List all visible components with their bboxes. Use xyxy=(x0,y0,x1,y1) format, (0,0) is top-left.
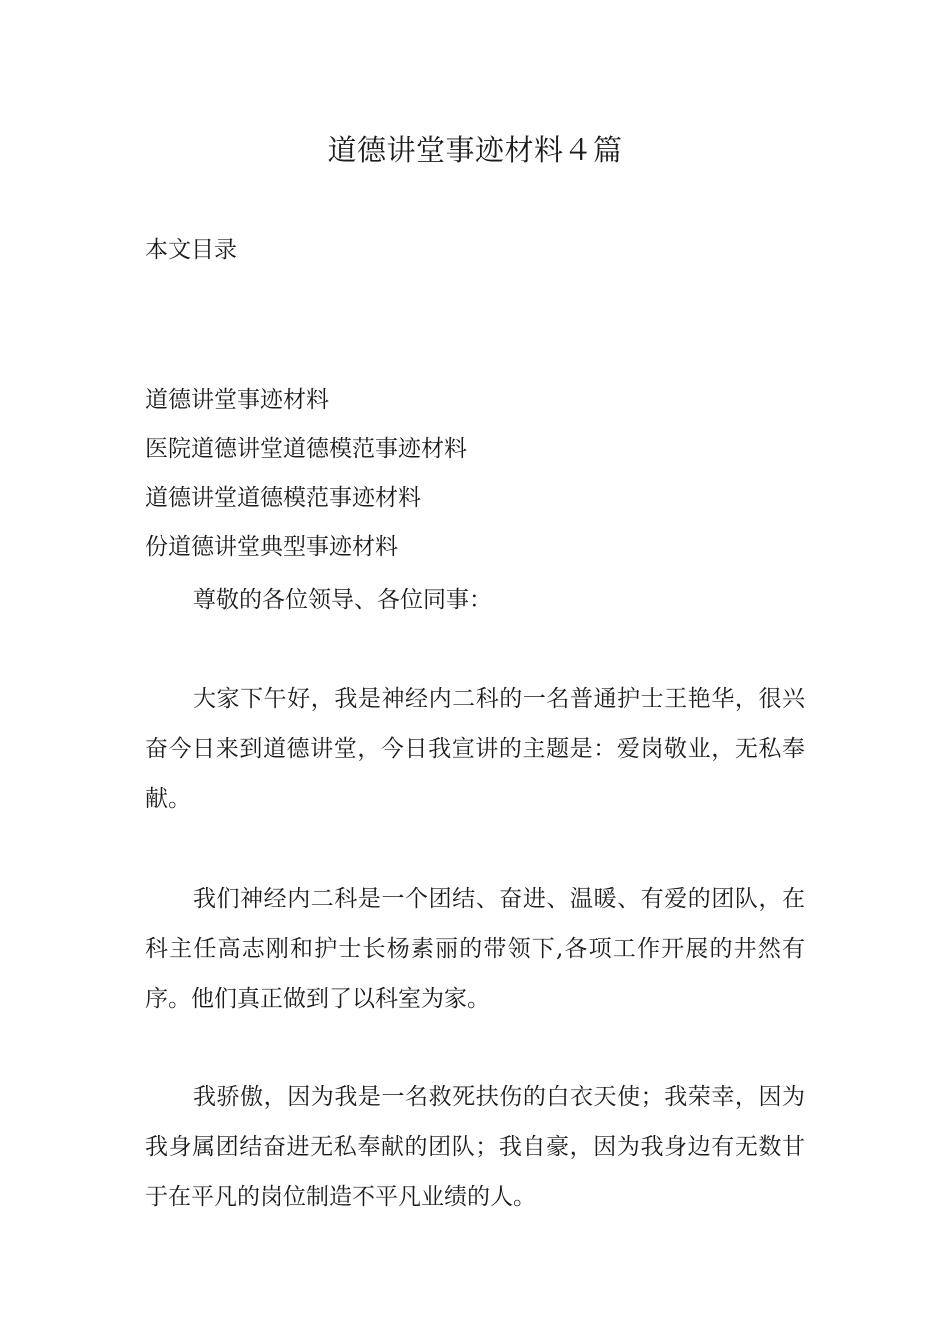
toc-item[interactable]: 份道德讲堂典型事迹材料 xyxy=(145,534,398,560)
toc-list xyxy=(145,382,467,578)
document-title: 道德讲堂事迹材料４篇 xyxy=(327,133,623,167)
body-paragraph: 我们神经内二科是一个团结、奋进、温暖、有爱的团队，在科主任高志刚和护士长杨素丽的带领下,各项工作开展的井然有序。他们真正做到了以科室为家。 xyxy=(145,886,805,1012)
salutation: 尊敬的各位领导、各位同事： xyxy=(193,587,492,613)
toc-item[interactable]: 道德讲堂道德模范事迹材料 xyxy=(145,485,421,511)
body-paragraph: 大家下午好，我是神经内二科的一名普通护士王艳华，很兴奋今日来到道德讲堂，今日我宣讲的主题是：爱岗敬业，无私奉献。 xyxy=(145,686,805,812)
body-paragraph: 我骄傲，因为我是一名救死扶伤的白衣天使；我荣幸，因为我身属团结奋进无私奉献的团队；我自豪，因为我身边有无数甘于在平凡的岗位制造不平凡业绩的人。 xyxy=(145,1084,805,1210)
toc-heading: 本文目录 xyxy=(145,237,237,263)
toc-item[interactable]: 道德讲堂事迹材料 xyxy=(145,387,329,413)
toc-item[interactable]: 医院道德讲堂道德模范事迹材料 xyxy=(145,436,467,462)
